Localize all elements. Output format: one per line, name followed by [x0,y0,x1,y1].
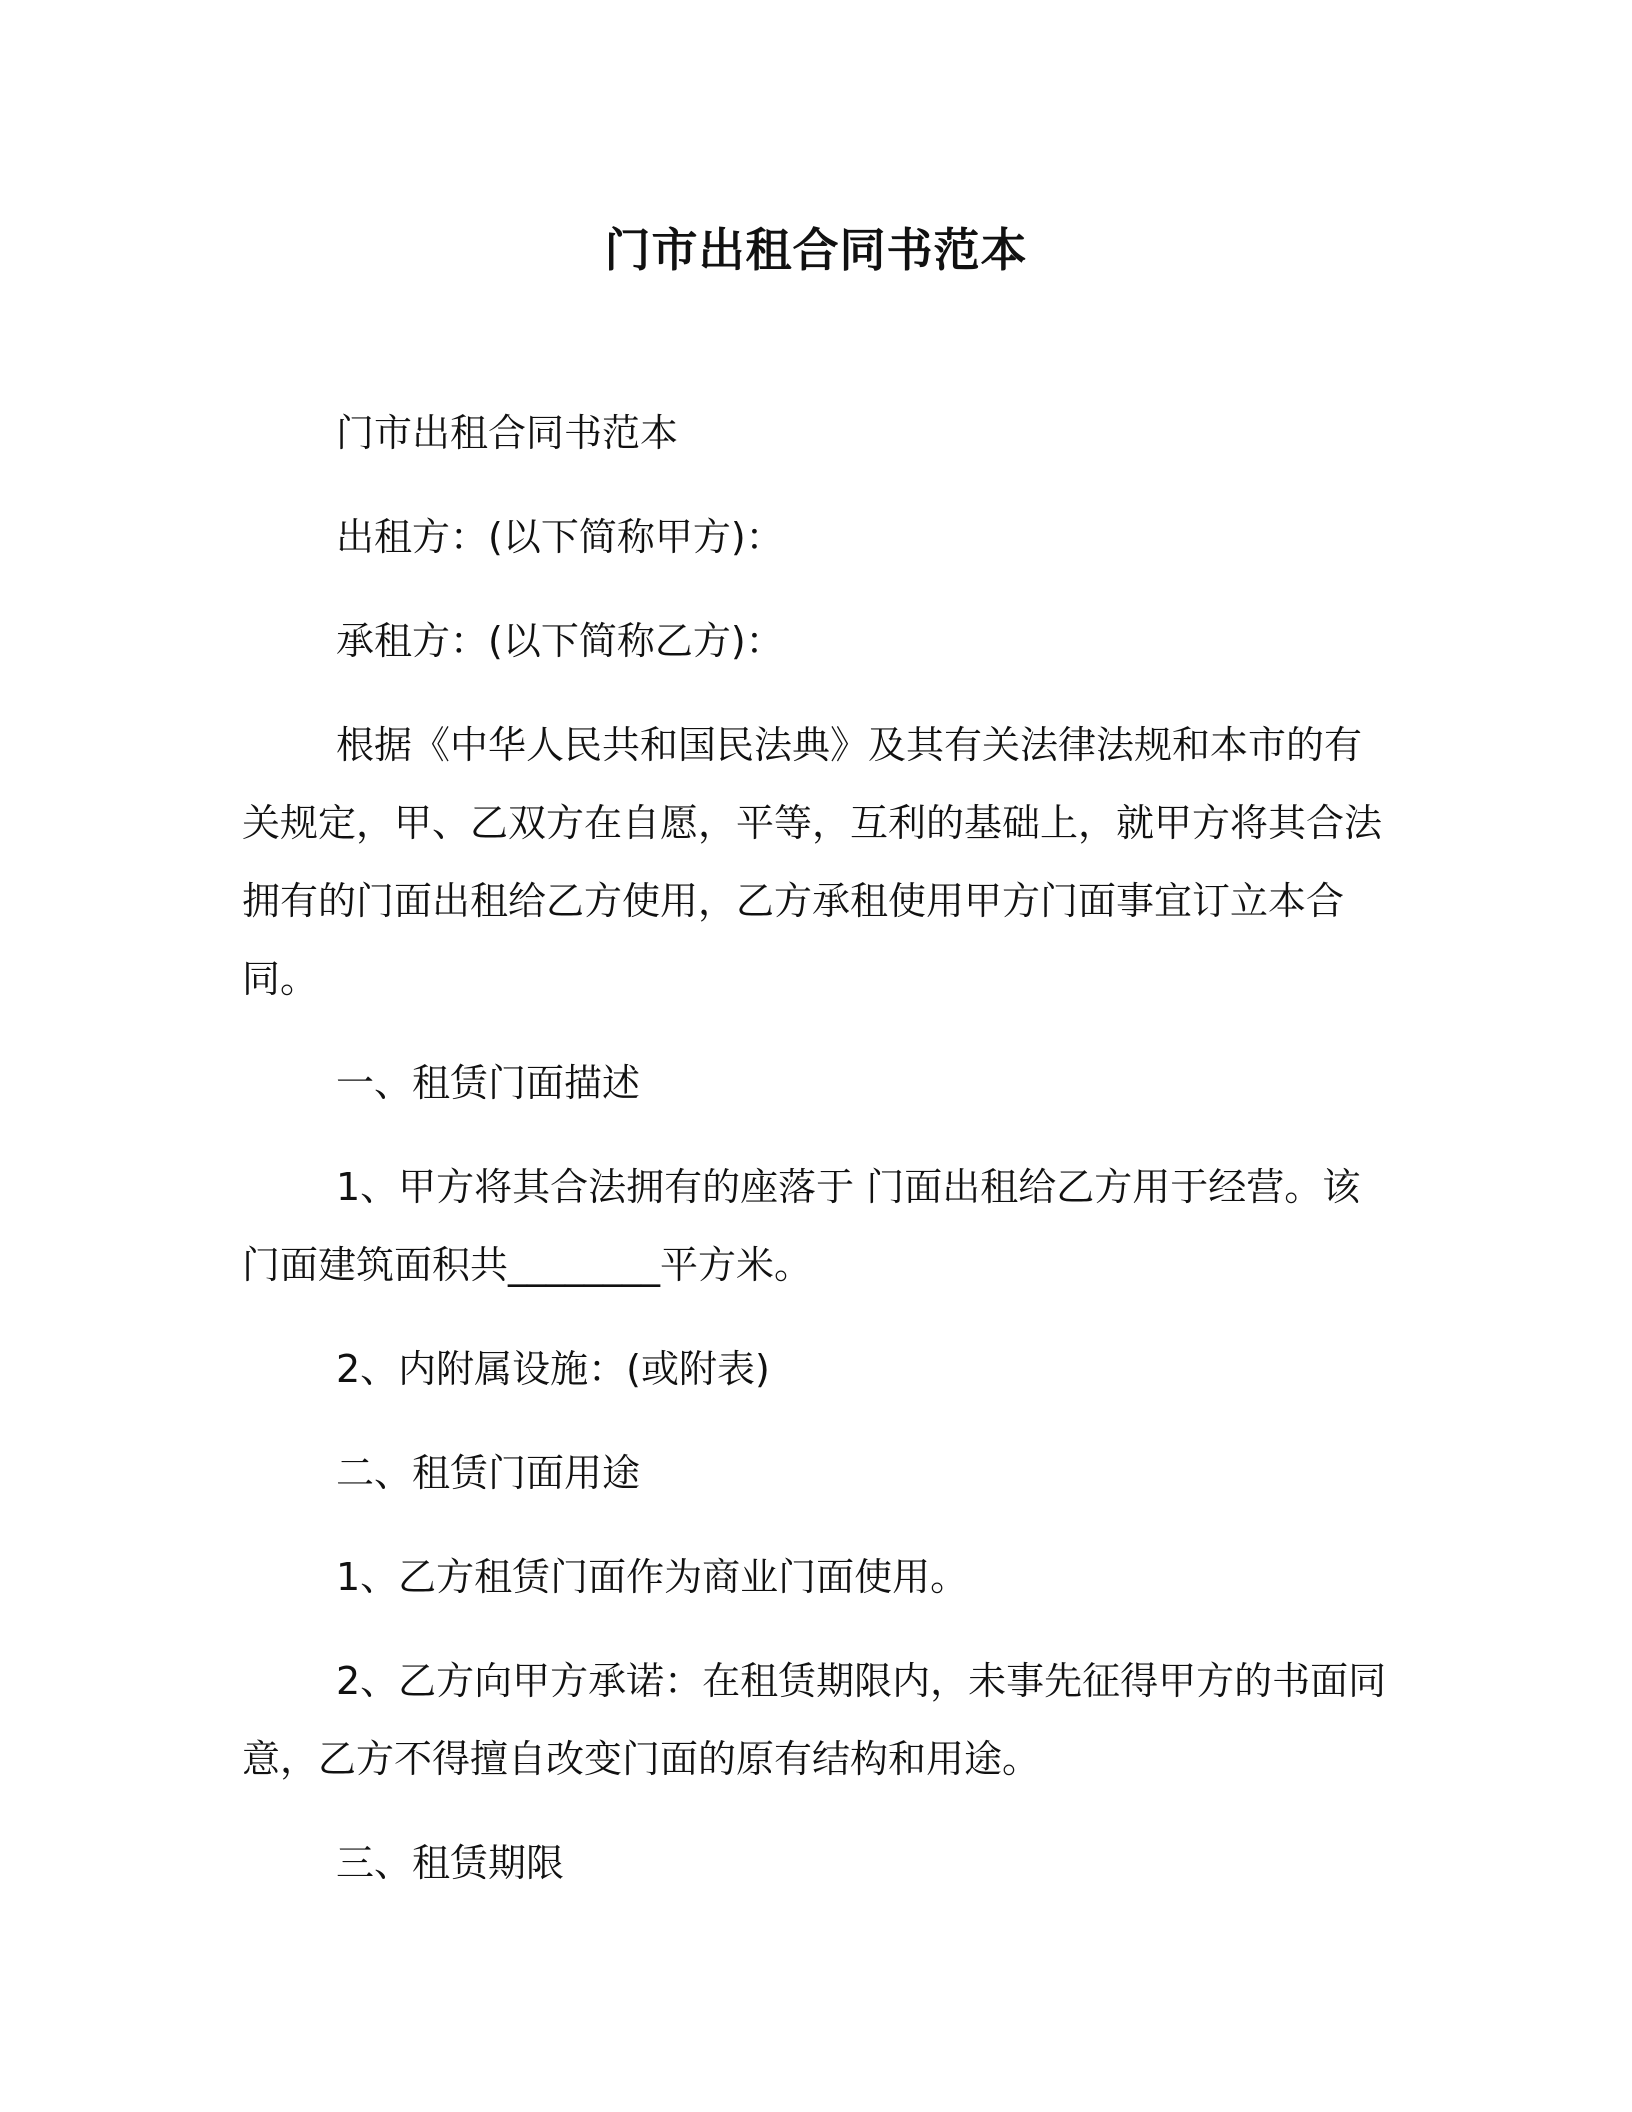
paragraph-preamble: 根据《中华人民共和国民法典》及其有关法律法规和本市的有关规定，甲、乙双方在自愿，平等，互利的基础上，就甲方将其合法拥有的门面出租给乙方使用，乙方承租使用甲方门面事宜订立本合同。 [242,723,1383,1001]
document-title: 门市出租合同书范本 [604,223,1028,277]
paragraph-clause-2-2: 2、乙方向甲方承诺：在租赁期限内，未事先征得甲方的书面同意，乙方不得擅自改变门面的原有结构和用途。 [242,1659,1387,1781]
section-heading-2: 二、租赁门面用途 [336,1451,641,1495]
paragraph-clause-2-1: 1、乙方租赁门面作为商业门面使用。 [336,1555,969,1599]
section-heading-1: 一、租赁门面描述 [336,1061,641,1105]
section-heading-3: 三、租赁期限 [336,1841,565,1885]
paragraph-clause-1-1: 1、甲方将其合法拥有的座落于 门面出租给乙方用于经营。该门面建筑面积共________平方米。 [242,1165,1361,1287]
paragraph-clause-1-2: 2、内附属设施：(或附表) [336,1347,770,1391]
document-body [242,394,1390,1928]
paragraph-heading-repeat: 门市出租合同书范本 [336,411,679,455]
paragraph-lessor: 出租方：(以下简称甲方)： [336,515,784,559]
paragraph-lessee: 承租方：(以下简称乙方)： [336,619,784,663]
